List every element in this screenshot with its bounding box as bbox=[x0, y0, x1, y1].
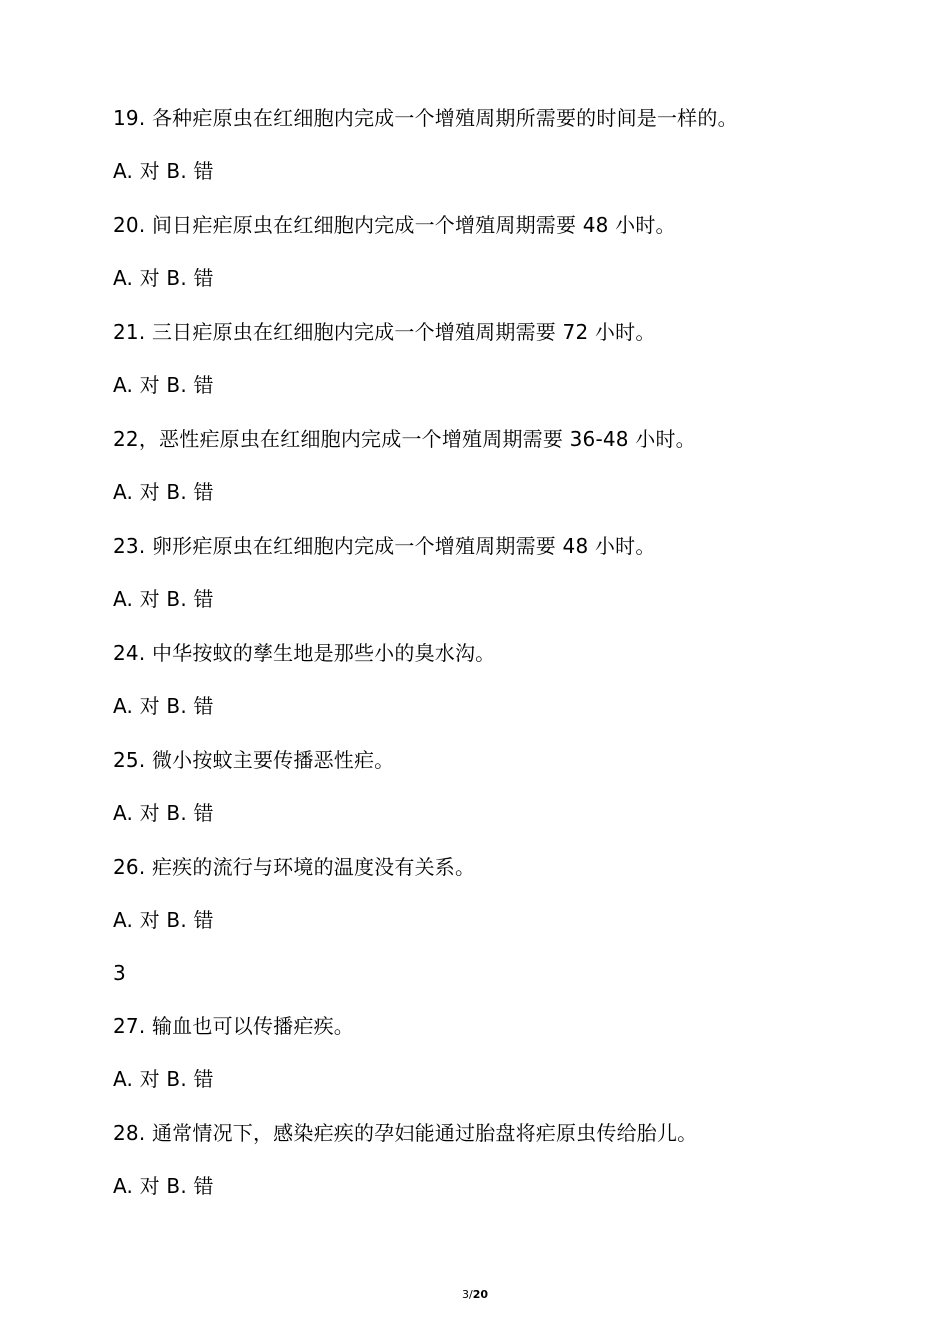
answer-options: A. 对 B. 错 bbox=[113, 1067, 214, 1091]
answer-options: A. 对 B. 错 bbox=[113, 694, 214, 718]
inline-page-number: 3 bbox=[113, 961, 126, 985]
question-27: 27. 输血也可以传播疟疾。 bbox=[113, 1014, 354, 1038]
page-total: 20 bbox=[472, 1288, 489, 1301]
page-current: 3/ bbox=[461, 1288, 473, 1301]
question-20: 20. 间日疟疟原虫在红细胞内完成一个增殖周期需要 48 小时。 bbox=[113, 213, 676, 237]
question-25: 25. 微小按蚊主要传播恶性疟。 bbox=[113, 748, 395, 772]
question-26: 26. 疟疾的流行与环境的温度没有关系。 bbox=[113, 855, 476, 879]
question-21: 21. 三日疟原虫在红细胞内完成一个增殖周期需要 72 小时。 bbox=[113, 320, 656, 344]
answer-options: A. 对 B. 错 bbox=[113, 373, 214, 397]
question-22: 22，恶性疟原虫在红细胞内完成一个增殖周期需要 36-48 小时。 bbox=[113, 427, 696, 451]
question-19: 19. 各种疟原虫在红细胞内完成一个增殖周期所需要的时间是一样的。 bbox=[113, 106, 738, 130]
answer-options: A. 对 B. 错 bbox=[113, 480, 214, 504]
question-28: 28. 通常情况下，感染疟疾的孕妇能通过胎盘将疟原虫传给胎儿。 bbox=[113, 1121, 698, 1145]
answer-options: A. 对 B. 错 bbox=[113, 908, 214, 932]
question-23: 23. 卵形疟原虫在红细胞内完成一个增殖周期需要 48 小时。 bbox=[113, 534, 656, 558]
answer-options: A. 对 B. 错 bbox=[113, 1174, 214, 1198]
answer-options: A. 对 B. 错 bbox=[113, 587, 214, 611]
question-24: 24. 中华按蚊的孳生地是那些小的臭水沟。 bbox=[113, 641, 496, 665]
answer-options: A. 对 B. 错 bbox=[113, 159, 214, 183]
answer-options: A. 对 B. 错 bbox=[113, 266, 214, 290]
page-footer bbox=[0, 1288, 950, 1302]
answer-options: A. 对 B. 错 bbox=[113, 801, 214, 825]
